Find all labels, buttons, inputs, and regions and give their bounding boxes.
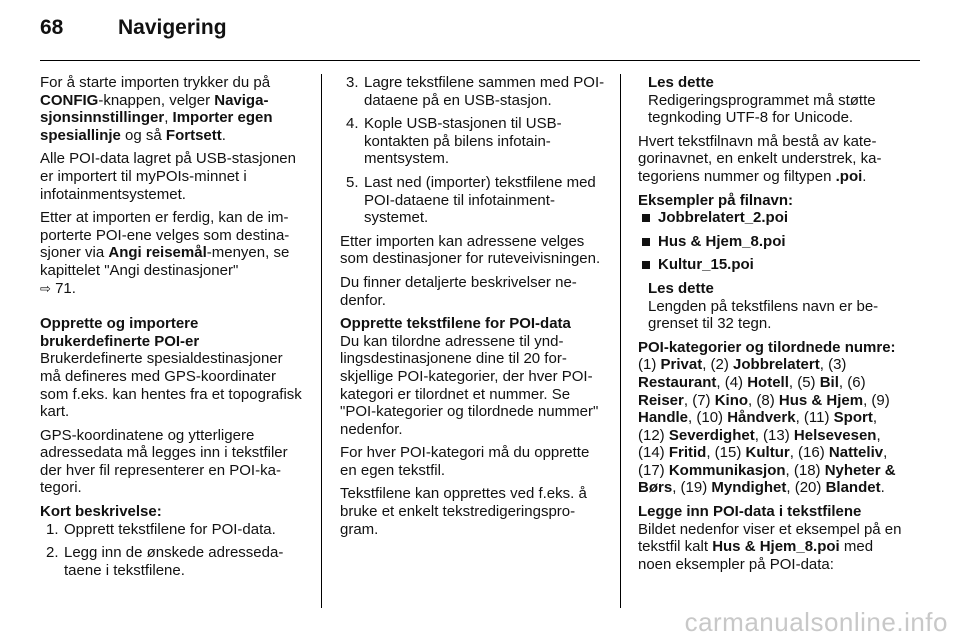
list-item: 1. Opprett tekstfilene for POI-data. [46,520,276,538]
category-name: Kultur [745,444,790,462]
column-3 [638,74,903,573]
category-name: Reiser [638,391,684,409]
section-heading-create-import: Opprette og importere brukerdefinerte POI-er [40,315,200,350]
category-name: Hus & Hjem [778,391,864,409]
list-item: 3. Lagre tekstfilene sammen med POI-dataene på en USB-stasjon. [346,74,605,109]
category-name: Helsevesen [793,426,877,444]
square-bullet-icon [642,214,650,222]
page-reference-icon: ⇨ [40,280,51,296]
steps-list-1 [40,521,305,580]
list-item: 2. Legg inn de ønskede adressedataene i tekstfilene. [46,544,284,579]
section-heading-create-textfiles: Opprette tekstfilene for POI-data [340,315,571,333]
category-name: Bil [819,373,839,391]
list-item: Hus & Hjem_8.poi [638,233,903,251]
list-item: 5. Last ned (importer) tekstfilene med POI-dataene til infotainmentsystemet. [346,173,596,227]
watermark: carmanualsonline.info [684,607,948,637]
paragraph-gps-textfiles: GPS-koordinatene og ytterligere adressedata må legges inn i tekstfiler der hver fil representerer en POI-kategori. [40,426,288,497]
paragraph-example-file: Bildet nedenfor viser et eksempel på en tekstfil kalt Hus & Hjem_8.poi med noen eksempler på POI-data: [638,520,902,573]
paragraph-after-import: Etter at importen er ferdig, kan de importerte POI-ene velges som destinasjoner via Angi reisemål-menyen, se kapittelet "Angi destinasjoner" ⇨ 71. [40,209,290,297]
paragraph-gps-define: Brukerdefinerte spesialdestinasjoner må defineres med GPS-koordinater som f.eks. kan hentes fra et topografisk kart. [40,350,302,421]
list-item: Kultur_15.poi [638,256,903,274]
paragraph-poi-imported: Alle POI-data lagret på USB-stasjonen er importert til myPOIs-minnet i infotainmentsystemet. [40,150,296,203]
paragraph-import-start: For å starte importen trykker du på CONFIG-knappen, velger Navigasjonsinnstillinger, Importer egen spesiallinje og så Fortsett. [40,74,273,144]
paragraph-filename-rule: Hvert tekstfilnavn må bestå av kategorinavnet, en enkelt understrek, kategoriens nummer og filtypen .poi. [638,132,882,185]
note-filename-length: Les dette Lengden på tekstfilens navn er begrenset til 32 tegn. [648,279,879,333]
heading-short-description: Kort beskrivelse: [40,503,162,521]
note-title: Les dette [648,279,714,297]
heading-filename-examples: Eksempler på filnavn: [638,191,794,209]
header-rule [40,60,920,61]
category-name: Restaurant [638,373,717,391]
category-list: (1) Privat, (2) Jobbrelatert, (3) Restaurant, (4) Hotell, (5) Bil, (6) Reiser, (7) Kino, (8) Hus & Hjem, (9) Handle, (10) Håndverk, (11) Sport, (12) Severdighet, (13) Helsevesen, (14) Fritid, (15) Kultur, (16) Natteliv, (17) Kommunikasjon, (18) Nyheter & Børs, (19) Myndighet, (20) Blandet [638,356,896,497]
category-name: Nyheter & Børs [638,461,896,497]
page-number: 68 [40,16,64,39]
column-1 [40,74,305,585]
paragraph-categories: Du kan tilordne adressene til yndlingsdestinasjonene dine til 20 forskjellige POI-kategorier, der hver POI-kategori er tilordnet et nummer. Se "POI-kategorier og tilordnede nummer" nedenfor. [340,332,599,438]
note-title: Les dette [648,74,714,91]
list-item: Jobbrelatert_2.poi [638,209,903,227]
paragraph-one-file-per-category: For hver POI-kategori må du opprette en egen tekstfil. [340,444,590,479]
heading-poi-categories: POI-kategorier og tilordnede numre: [638,338,896,356]
category-name: Blandet [825,479,881,497]
square-bullet-icon [642,261,650,269]
category-name: Sport [833,409,873,427]
square-bullet-icon [642,238,650,246]
page-reference: 71. [55,279,76,297]
paragraph-details-below: Du finner detaljerte beskrivelser nedenfor. [340,273,577,309]
config-button-ref: CONFIG [40,91,99,109]
paragraph-after-import-2: Etter importen kan adressene velges som destinasjoner for ruteveivisningen. [340,232,601,268]
section-heading-enter-poi-data: Legge inn POI-data i tekstfilene [638,503,862,521]
paragraph-category-list: (1) Privat, (2) Jobbrelatert, (3) Restaurant, (4) Hotell, (5) Bil, (6) Reiser, (7) Kino, (8) Hus & Hjem, (9) Handle, (10) Håndverk, (11) Sport, (12) Severdighet, (13) Helsevesen, (14) Fritid, (15) Kultur, (16) Natteliv, (17) Kommunikasjon, (18) Nyheter & Børs, (19) Myndighet, (20) Blandet. [638,356,896,497]
category-name: Håndverk [727,409,796,427]
category-name: Natteliv [828,444,884,462]
category-name: Severdighet [668,426,755,444]
category-name: Kino [714,391,749,409]
category-name: Privat [660,356,703,374]
column-divider-1 [321,74,322,608]
category-name: Fritid [668,444,707,462]
filename-examples-list [638,209,903,274]
category-name: Jobbrelatert [733,356,820,374]
chapter-title: Navigering [118,16,227,39]
column-2 [340,74,605,544]
paragraph-text-editor: Tekstfilene kan opprettes ved f.eks. å bruke et enkelt tekstredigeringsprogram. [340,485,587,538]
category-name: Kommunikasjon [668,461,786,479]
column-divider-2 [620,74,621,608]
category-name: Myndighet [711,479,787,497]
list-item: 4. Kople USB-stasjonen til USB-kontakten på bilens infotainmentsystem. [346,115,562,168]
category-name: Hotell [747,373,789,391]
category-name: Handle [638,409,689,427]
note-utf8: Les dette Redigeringsprogrammet må støtte tegnkoding UTF-8 for Unicode. [648,74,876,127]
steps-list-2 [340,74,605,227]
